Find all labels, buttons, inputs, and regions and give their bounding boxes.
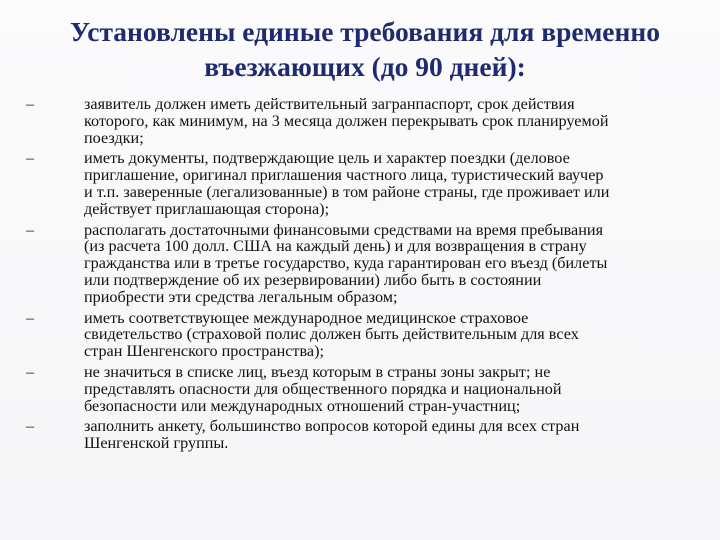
bullet-dash: – [26, 417, 35, 436]
item-line: которого, как минимум, на 3 месяца должен перекрывать срок планируемой [84, 111, 609, 130]
item-line: Шенгенской группы. [84, 434, 229, 453]
item-line: заявитель должен иметь действительный загранпаспорт, срок действия [84, 95, 575, 113]
item-line: приглашение, оригинал приглашения частного лица, туристический ваучер [84, 166, 604, 185]
list-item [26, 418, 706, 452]
item-line: приобрести эти средства легальным образом; [84, 287, 398, 306]
bullet-dash: – [26, 95, 35, 113]
list-item [26, 150, 706, 217]
item-line: располагать достаточными финансовыми средствами на время пребывания [84, 220, 604, 239]
list-item [26, 364, 706, 414]
item-line: иметь документы, подтверждающие цель и характер поездки (деловое [84, 149, 570, 168]
item-line: (из расчета 100 долл. США на каждый день) и для возвращения в страну [84, 237, 587, 256]
list-item [26, 96, 706, 146]
item-line: поездки; [84, 128, 144, 147]
bullet-dash: – [26, 362, 35, 381]
list-item [26, 310, 706, 360]
item-line: свидетельство (страховой полис должен быть действительным для всех [84, 325, 579, 344]
title-line-1: Установлены единые требования для временно [70, 16, 660, 47]
bullet-dash: – [26, 220, 35, 239]
requirements-list [26, 96, 706, 456]
item-line: представлять опасности для общественного порядка и национальной [84, 379, 562, 398]
item-line: иметь соответствующее международное медицинское страховое [84, 308, 529, 327]
item-line: действует приглашающая сторона); [84, 199, 330, 218]
item-line: гражданства или в третье государство, куда гарантирован его въезд (билеты [84, 254, 608, 273]
item-line: не значиться в списке лиц, въезд которым в страны зоны закрыт; не [84, 362, 551, 381]
item-line: стран Шенгенского пространства); [84, 342, 325, 361]
bullet-dash: – [26, 308, 35, 327]
title-line-2: въезжающих (до 90 дней): [204, 51, 526, 82]
item-line: или подтверждение об их резервировании) либо быть в состоянии [84, 270, 542, 289]
slide-title [30, 14, 700, 84]
item-line: и т.п. заверенные (легализованные) в том районе страны, где проживает или [84, 182, 610, 201]
list-item [26, 222, 706, 306]
bullet-dash: – [26, 149, 35, 168]
item-line: заполнить анкету, большинство вопросов которой едины для всех стран [84, 417, 580, 436]
item-line: безопасности или международных отношений стран-участниц; [84, 396, 521, 415]
